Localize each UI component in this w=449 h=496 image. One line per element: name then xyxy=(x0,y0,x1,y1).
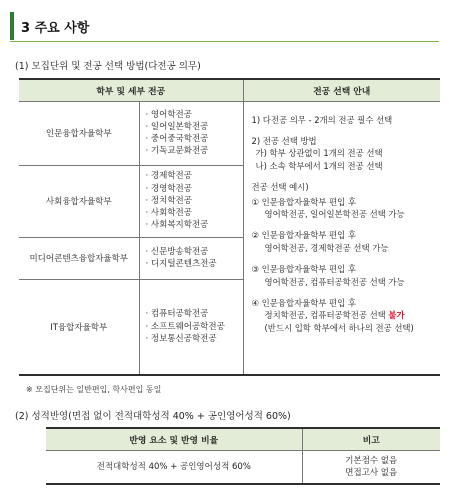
major-list xyxy=(139,237,243,279)
section-number: 3 xyxy=(21,21,31,36)
major-item: · 소프트웨어공학전공 xyxy=(145,321,225,332)
guide-line: (반드시 입학 학부에서 하나의 전공 선택) xyxy=(264,322,414,333)
guide-line xyxy=(252,309,441,321)
major-list xyxy=(139,101,243,165)
major-item: · 기독교문화전공 xyxy=(145,146,209,157)
header-guide: 전공 선택 안내 xyxy=(243,79,440,101)
section-title-text: 주요 사항 xyxy=(34,21,90,36)
reflection-ratio: 전적대학성적 40% + 공인영어성적 60% xyxy=(46,450,302,484)
not-allowed-badge: 불가 xyxy=(388,310,405,321)
division-name: IT융합자율학부 xyxy=(19,279,139,375)
table-row xyxy=(46,450,440,484)
section-underline xyxy=(10,41,439,42)
division-name: 인문융합자율학부 xyxy=(19,101,139,165)
section-accent-bar xyxy=(10,12,14,40)
major-item: · 경영학전공 xyxy=(145,183,192,194)
grade-table xyxy=(46,427,440,485)
section-header xyxy=(10,12,439,40)
major-item: · 정치학전공 xyxy=(145,195,192,206)
guide-line: ③ 인문융합자율학부 편입 후 xyxy=(251,264,356,275)
major-item: · 일어일본학전공 xyxy=(145,121,209,132)
recruitment-note: ※ 모집단위는 일반편입, 학사편입 동일 xyxy=(26,385,162,394)
guide-line: 2) 전공 선택 방법 xyxy=(251,135,317,146)
table-row xyxy=(19,101,440,165)
majors-table xyxy=(19,78,440,376)
major-item: · 경제학전공 xyxy=(145,171,192,182)
guide-line: 가) 학부 상관없이 1개의 전공 선택 xyxy=(255,148,383,159)
guide-example-title: 전공 선택 예시) xyxy=(251,182,309,193)
guide-line: ④ 인문융합자율학부 편입 후 xyxy=(251,297,356,308)
major-item: · 컴퓨터공학전공 xyxy=(145,309,209,320)
guide-cell xyxy=(243,101,440,375)
major-item: · 디지털콘텐츠전공 xyxy=(145,259,217,269)
major-item: · 사회복지학전공 xyxy=(145,220,209,231)
guide-text: 정치학전공, 컴퓨터공학전공 선택 xyxy=(264,310,389,321)
subtitle-recruitment-units: (1) 모집단위 및 전공 선택 방법(다전공 의무) xyxy=(15,61,201,72)
remark-line: 면접고사 없음 xyxy=(345,467,398,478)
major-list xyxy=(139,279,243,375)
remarks-cell xyxy=(302,450,440,484)
major-item: · 정보통신공학전공 xyxy=(145,333,217,344)
section-title xyxy=(21,17,89,36)
remark-line: 기본점수 없음 xyxy=(345,455,398,466)
major-item: · 신문방송학전공 xyxy=(145,246,209,257)
header-reflection: 반영 요소 및 반영 비율 xyxy=(46,428,302,450)
guide-line: 나) 소속 학부에서 1개의 전공 선택 xyxy=(255,160,383,171)
guide-line: 영어학전공, 컴퓨터공학전공 선택 가능 xyxy=(264,276,405,287)
guide-line: 영어학전공, 일어일본학전공 선택 가능 xyxy=(264,208,405,219)
header-remarks: 비고 xyxy=(302,428,440,450)
major-item: · 사회학전공 xyxy=(145,208,192,219)
major-item: · 영어학전공 xyxy=(145,109,192,120)
guide-line: 1) 다전공 의무 - 2개의 전공 필수 선택 xyxy=(251,114,393,125)
guide-line: ② 인문융합자율학부 편입 후 xyxy=(251,230,356,241)
subtitle-grade-reflection: (2) 성적반영(면접 없이 전적대학성적 40% + 공인영어성적 60%) xyxy=(15,411,291,422)
grade-table-header-row xyxy=(46,428,440,450)
major-list xyxy=(139,165,243,237)
majors-table-header-row xyxy=(19,79,440,101)
guide-line: ① 인문융합자율학부 편입 후 xyxy=(251,196,356,207)
header-division-majors: 학부 및 세부 전공 xyxy=(19,79,243,101)
major-item: · 중어중국학전공 xyxy=(145,134,209,144)
guide-line: 영어학전공, 경제학전공 선택 가능 xyxy=(264,242,389,253)
division-name: 사회융합자율학부 xyxy=(19,165,139,237)
division-name: 미디어콘텐츠융합자율학부 xyxy=(19,237,139,279)
